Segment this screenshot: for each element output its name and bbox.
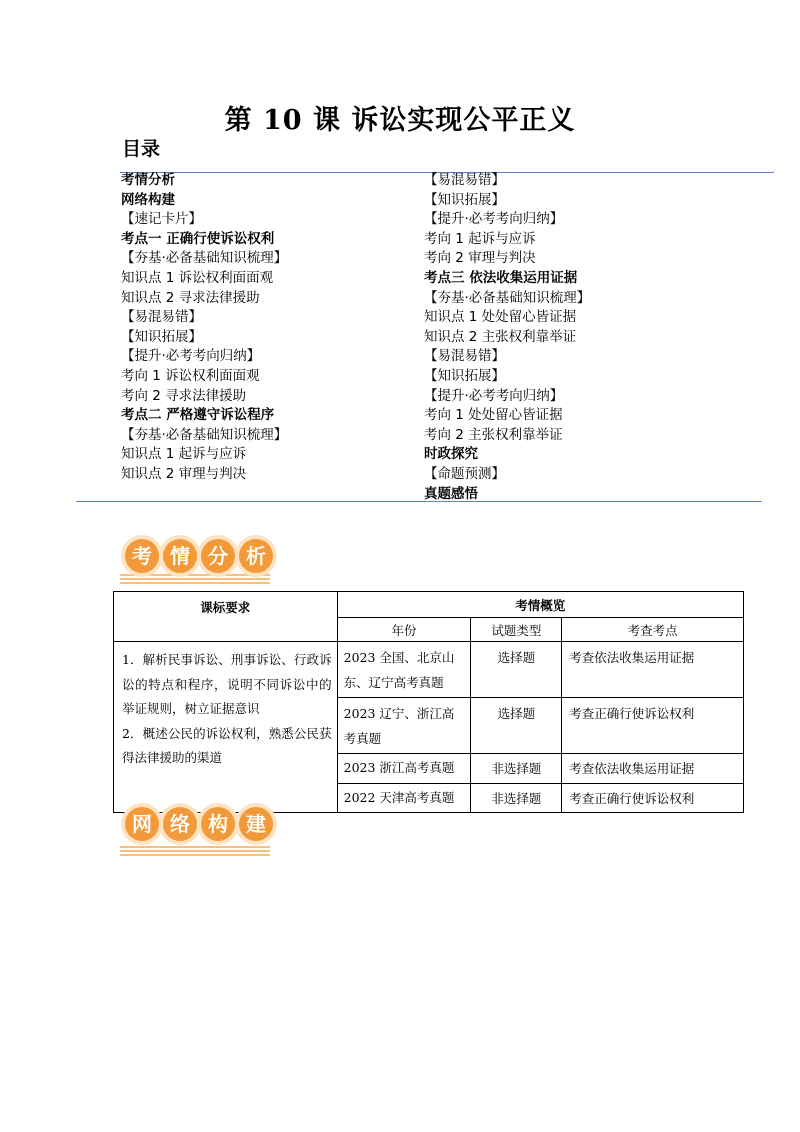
- row-point: 考查正确行使诉讼权利: [562, 698, 744, 754]
- exam-analysis-table: [113, 591, 744, 813]
- toc-item[interactable]: 考向 2 主张权利靠举证: [424, 426, 563, 443]
- toc-bottom-rule: [76, 501, 762, 502]
- toc-item[interactable]: 【夯基·必备基础知识梳理】: [121, 250, 288, 267]
- toc-item[interactable]: 考向 1 起诉与应诉: [424, 230, 536, 247]
- toc-item[interactable]: 考点二 严格遵守诉讼程序: [121, 407, 275, 424]
- toc-item[interactable]: 【速记卡片】: [121, 211, 202, 228]
- toc-item[interactable]: 【知识拓展】: [424, 191, 505, 208]
- subheader-point: 考查考点: [562, 618, 744, 642]
- subheader-year: 年份: [337, 618, 471, 642]
- row-point: 考查依法收集运用证据: [562, 754, 744, 784]
- row-year: 2023 浙江高考真题: [337, 754, 471, 784]
- banner-glyph: 网: [132, 812, 152, 836]
- toc-item[interactable]: 考向 2 审理与判决: [424, 250, 536, 267]
- banner-network: [120, 800, 280, 860]
- banner-glyph: 构: [208, 812, 228, 836]
- toc-item[interactable]: 网络构建: [121, 191, 175, 208]
- banner-glyph: 情: [170, 544, 190, 568]
- row-point: 考查正确行使诉讼权利: [562, 783, 744, 813]
- row-type: 非选择题: [471, 783, 562, 813]
- toc-item[interactable]: 知识点 1 处处留心皆证据: [424, 309, 577, 326]
- row-type: 选择题: [471, 642, 562, 698]
- toc-item[interactable]: 考点三 依法收集运用证据: [424, 269, 578, 286]
- toc-item[interactable]: 知识点 2 主张权利靠举证: [424, 328, 577, 345]
- toc-right-column: [424, 171, 590, 504]
- toc-item[interactable]: 【易混易错】: [121, 309, 202, 326]
- requirement-2: 2．概述公民的诉讼权利，熟悉公民获得法律援助的渠道: [122, 725, 332, 765]
- toc-item[interactable]: 【知识拓展】: [424, 367, 505, 384]
- toc-item[interactable]: 【提升·必考考向归纳】: [121, 348, 261, 365]
- row-type: 选择题: [471, 698, 562, 754]
- toc-item[interactable]: 【命题预测】: [424, 465, 505, 482]
- toc-item[interactable]: 【知识拓展】: [121, 328, 202, 345]
- banner-stripes: [120, 846, 270, 856]
- banner-analysis: [120, 534, 280, 586]
- row-year: 2023 全国、北京山东、辽宁高考真题: [337, 642, 471, 698]
- toc-left-column: [121, 171, 287, 485]
- toc-item[interactable]: 【易混易错】: [424, 172, 505, 188]
- toc-item[interactable]: 考情分析: [121, 172, 175, 188]
- row-type: 非选择题: [471, 754, 562, 784]
- banner-glyph: 分: [208, 544, 228, 568]
- toc-item[interactable]: 真题感悟: [424, 485, 478, 502]
- toc-heading: 目录: [122, 138, 161, 160]
- requirement-1: 1．解析民事诉讼、刑事诉讼、行政诉讼的特点和程序，说明不同诉讼中的举证规则，树立证据意识: [122, 652, 332, 716]
- banner-glyph: 络: [170, 812, 190, 836]
- header-requirement: 课标要求: [114, 592, 338, 642]
- toc-item[interactable]: 【易混易错】: [424, 348, 505, 365]
- toc-item[interactable]: 考点一 正确行使诉讼权利: [121, 230, 275, 247]
- toc-item[interactable]: 时政探究: [424, 446, 478, 463]
- page-title: 第 10 课 诉讼实现公平正义: [224, 105, 576, 136]
- row-year: 2023 辽宁、浙江高考真题: [337, 698, 471, 754]
- toc-item[interactable]: 【夯基·必备基础知识梳理】: [121, 426, 288, 443]
- toc-item[interactable]: 知识点 2 寻求法律援助: [121, 289, 260, 306]
- header-overview: 考情概览: [337, 592, 743, 618]
- banner-glyph: 建: [246, 812, 266, 836]
- banner-glyph: 析: [246, 544, 266, 568]
- row-point: 考查依法收集运用证据: [562, 642, 744, 698]
- table-row: [114, 642, 744, 698]
- toc-item[interactable]: 【提升·必考考向归纳】: [424, 211, 564, 228]
- toc-item[interactable]: 知识点 2 审理与判决: [121, 465, 247, 482]
- requirements-cell: [114, 642, 338, 813]
- toc-item[interactable]: 知识点 1 起诉与应诉: [121, 446, 247, 463]
- banner-glyph: 考: [132, 544, 152, 568]
- toc-item[interactable]: 考向 1 处处留心皆证据: [424, 407, 563, 424]
- toc-item[interactable]: 考向 2 寻求法律援助: [121, 387, 247, 404]
- toc-item[interactable]: 知识点 1 诉讼权利面面观: [121, 269, 274, 286]
- toc-item[interactable]: 考向 1 诉讼权利面面观: [121, 367, 260, 384]
- subheader-type: 试题类型: [471, 618, 562, 642]
- toc-item[interactable]: 【提升·必考考向归纳】: [424, 387, 564, 404]
- toc-item[interactable]: 【夯基·必备基础知识梳理】: [424, 289, 591, 306]
- row-year: 2022 天津高考真题: [337, 783, 471, 813]
